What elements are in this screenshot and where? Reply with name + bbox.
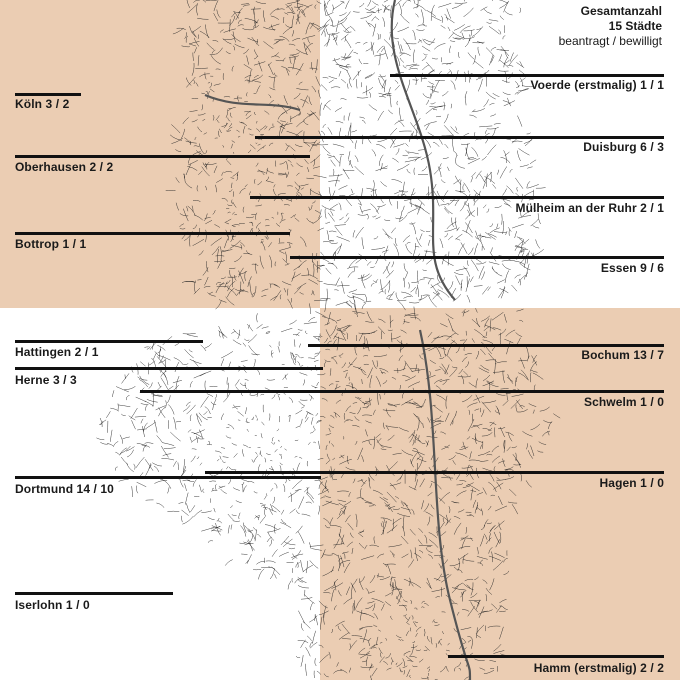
city-label-schwelm: Schwelm 1 / 0 xyxy=(583,395,664,409)
legend-count: 15 Städte xyxy=(608,19,662,33)
leader-line-voerde xyxy=(390,74,664,77)
legend-subtitle: beantragt / bewilligt xyxy=(558,34,662,48)
city-label-bottrop: Bottrop 1 / 1 xyxy=(15,237,87,251)
city-label-oberhausen: Oberhausen 2 / 2 xyxy=(15,160,114,174)
leader-line-iserlohn xyxy=(15,592,173,595)
river xyxy=(205,95,300,110)
city-label-hattingen: Hattingen 2 / 1 xyxy=(15,345,99,359)
city-label-hagen: Hagen 1 / 0 xyxy=(599,476,664,490)
river xyxy=(420,330,470,680)
leader-line-essen xyxy=(290,256,664,259)
city-label-hamm: Hamm (erstmalig) 2 / 2 xyxy=(533,661,664,675)
city-label-duisburg: Duisburg 6 / 3 xyxy=(583,140,664,154)
leader-line-bottrop xyxy=(15,232,290,235)
leader-line-herne xyxy=(15,367,323,370)
leader-line-dortmund xyxy=(15,476,321,479)
city-label-dortmund: Dortmund 14 / 10 xyxy=(15,482,114,496)
leader-line-hagen xyxy=(205,471,664,474)
legend-title: Gesamtanzahl xyxy=(580,4,662,18)
city-label-essen: Essen 9 / 6 xyxy=(600,261,664,275)
leader-line-muelheim xyxy=(250,196,664,199)
legend xyxy=(559,4,662,49)
city-label-koeln: Köln 3 / 2 xyxy=(15,97,70,111)
leader-line-schwelm xyxy=(140,390,664,393)
leader-line-duisburg xyxy=(255,136,664,139)
leader-line-koeln xyxy=(15,93,81,96)
city-label-bochum: Bochum 13 / 7 xyxy=(581,348,664,362)
city-label-herne: Herne 3 / 3 xyxy=(15,373,77,387)
road-segments xyxy=(96,299,560,680)
city-label-muelheim: Mülheim an der Ruhr 2 / 1 xyxy=(515,201,664,215)
road-network-region xyxy=(96,299,560,680)
leader-line-oberhausen xyxy=(15,155,310,158)
leader-line-bochum xyxy=(308,344,664,347)
leader-line-hamm xyxy=(448,655,664,658)
city-label-voerde: Voerde (erstmalig) 1 / 1 xyxy=(530,78,664,92)
city-label-iserlohn: Iserlohn 1 / 0 xyxy=(15,598,90,612)
leader-line-hattingen xyxy=(15,340,203,343)
